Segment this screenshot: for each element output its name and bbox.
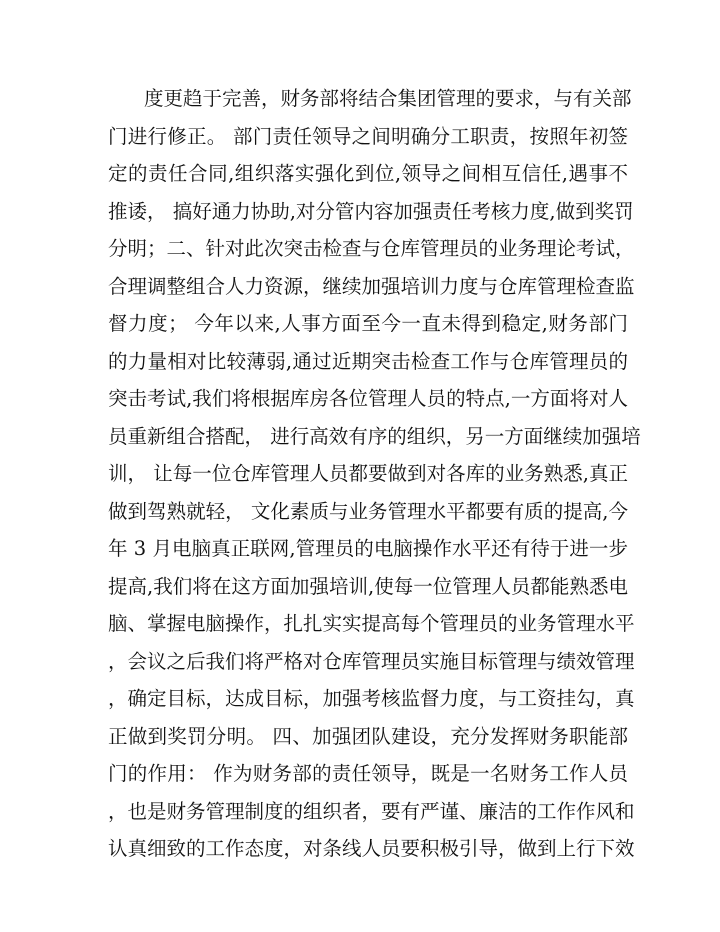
text-line: 脑、掌握电脑操作，扎扎实实提高每个管理员的业务管理水平 bbox=[108, 612, 635, 635]
text-line: ，会议之后我们将严格对仓库管理员实施目标管理与绩效管理 bbox=[108, 649, 635, 673]
text-line: 定的责任合同,组织落实强化到位,领导之间相互信任,遇事不 bbox=[108, 162, 628, 185]
text-line: 员重新组合搭配， 进行高效有序的组织，另一方面继续加强培 bbox=[108, 424, 641, 448]
document-body bbox=[108, 80, 641, 868]
text-line: 度更趋于完善，财务部将结合集团管理的要求，与有关部 bbox=[144, 87, 632, 110]
text-line: 门进行修正。 部门责任领导之间明确分工职责，按照年初签 bbox=[108, 124, 628, 148]
text-line: ，确定目标，达成目标，加强考核监督力度，与工资挂勾，真 bbox=[108, 687, 635, 710]
text-line: 突击考试,我们将根据库房各位管理人员的特点,一方面将对人 bbox=[108, 387, 628, 410]
text-line: 督力度； 今年以来,人事方面至今一直未得到稳定,财务部门 bbox=[108, 312, 628, 335]
text-line: 做到驾熟就轻， 文化素质与业务管理水平都要有质的提高,今 bbox=[108, 499, 628, 523]
text-line: ，也是财务管理制度的组织者，要有严谨、廉洁的工作作风和 bbox=[108, 799, 635, 823]
text-line: 分明；二、针对此次突击检查与仓库管理员的业务理论考试， bbox=[108, 237, 635, 260]
text-line: 训， 让每一位仓库管理人员都要做到对各库的业务熟悉,真正 bbox=[108, 462, 628, 485]
text-line: 提高,我们将在这方面加强培训,使每一位管理人员都能熟悉电 bbox=[108, 574, 628, 598]
text-line: 年 3 月电脑真正联网,管理员的电脑操作水平还有待于进一步 bbox=[108, 537, 628, 560]
text-line: 门的作用： 作为财务部的责任领导，既是一名财务工作人员 bbox=[108, 762, 628, 785]
text-line: 合理调整组合人力资源，继续加强培训力度与仓库管理检查监 bbox=[108, 274, 635, 298]
text-line: 正做到奖罚分明。 四、加强团队建设，充分发挥财务职能部 bbox=[108, 724, 628, 748]
text-line: 的力量相对比较薄弱,通过近期突击检查工作与仓库管理员的 bbox=[108, 349, 628, 373]
text-line: 认真细致的工作态度，对条线人员要积极引导，做到上行下效 bbox=[108, 837, 635, 860]
text-line: 推诿， 搞好通力协助,对分管内容加强责任考核力度,做到奖罚 bbox=[108, 199, 634, 223]
